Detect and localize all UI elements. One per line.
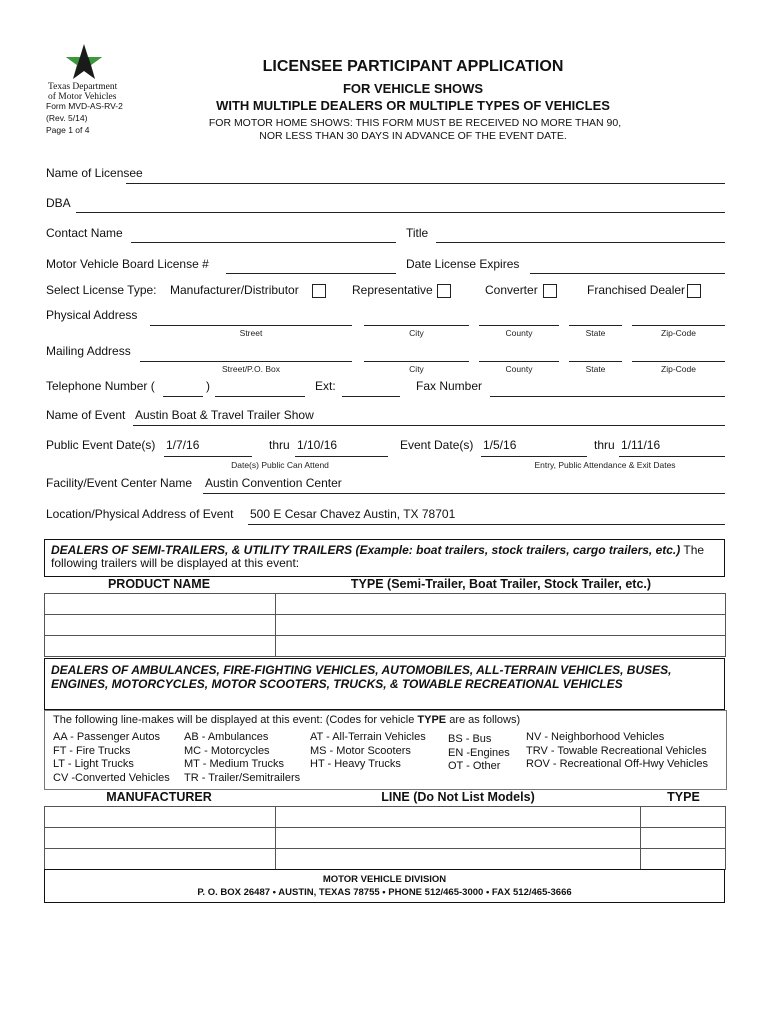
codes-column-5 bbox=[526, 731, 708, 772]
trailer-type-header: TYPE (Semi-Trailer, Boat Trailer, Stock Trailer, etc.) bbox=[350, 577, 652, 591]
mailing-zip-field[interactable] bbox=[632, 361, 725, 362]
trailers-section-heading bbox=[44, 539, 725, 577]
code-item: OT - Other bbox=[448, 760, 501, 772]
line-cell[interactable] bbox=[276, 828, 641, 849]
title-field[interactable] bbox=[436, 242, 725, 243]
facility-value[interactable]: Austin Convention Center bbox=[205, 476, 342, 490]
code-item: LT - Light Trucks bbox=[53, 758, 134, 770]
event-name-label: Name of Event bbox=[46, 408, 126, 422]
trailer-type-cell[interactable] bbox=[276, 615, 726, 636]
location-label: Location/Physical Address of Event bbox=[46, 507, 234, 521]
physical-street-caption: Street bbox=[239, 328, 263, 338]
fax-field[interactable] bbox=[490, 396, 725, 397]
codes-intro bbox=[53, 714, 520, 726]
telephone-label: Telephone Number ( bbox=[46, 379, 155, 393]
contact-name-field[interactable] bbox=[131, 242, 396, 243]
public-event-thru-label: thru bbox=[269, 438, 290, 452]
manufacturer-cell[interactable] bbox=[45, 807, 276, 828]
type-cell[interactable] bbox=[641, 849, 726, 870]
event-from-value[interactable]: 1/5/16 bbox=[483, 438, 517, 452]
facility-field bbox=[203, 493, 725, 494]
physical-county-field[interactable] bbox=[479, 325, 559, 326]
license-expires-field[interactable] bbox=[530, 273, 725, 274]
manufacturer-header: MANUFACTURER bbox=[106, 790, 212, 804]
manufacturer-cell[interactable] bbox=[45, 849, 276, 870]
agency-name-line2: of Motor Vehicles bbox=[48, 92, 117, 102]
license-type-option-franchised: Franchised Dealer bbox=[587, 283, 686, 297]
product-name-header: PRODUCT NAME bbox=[107, 577, 211, 591]
event-to-value[interactable]: 1/11/16 bbox=[621, 438, 661, 452]
licensee-name-label: Name of Licensee bbox=[46, 166, 143, 180]
facility-label: Facility/Event Center Name bbox=[46, 476, 193, 490]
mailing-state-field[interactable] bbox=[569, 361, 622, 362]
footer-contact: P. O. BOX 26487 • AUSTIN, TEXAS 78755 • PHONE 512/465-3000 • FAX 512/465-3666 bbox=[197, 887, 572, 898]
mailing-street-caption: Street/P.O. Box bbox=[222, 364, 280, 374]
table-row bbox=[45, 615, 726, 636]
physical-state-field[interactable] bbox=[569, 325, 622, 326]
codes-column-3 bbox=[310, 731, 426, 772]
footer-box bbox=[44, 869, 725, 903]
public-event-from-field bbox=[164, 456, 252, 457]
code-item: TRV - Towable Recreational Vehicles bbox=[526, 744, 707, 757]
public-event-to-value[interactable]: 1/10/16 bbox=[297, 438, 338, 452]
physical-state-caption: State bbox=[585, 328, 606, 338]
license-type-option-manufacturer: Manufacturer/Distributor bbox=[170, 283, 299, 297]
physical-address-label: Physical Address bbox=[46, 308, 138, 322]
mailing-state-caption: State bbox=[585, 364, 606, 374]
table-row bbox=[45, 849, 726, 870]
dba-field[interactable] bbox=[76, 212, 725, 213]
mailing-county-caption: County bbox=[505, 364, 533, 374]
code-item: ROV - Recreational Off-Hwy Vehicles bbox=[526, 758, 708, 770]
license-type-option-representative: Representative bbox=[352, 283, 433, 297]
event-to-field bbox=[619, 456, 725, 457]
code-item: TR - Trailer/Semitrailers bbox=[184, 771, 301, 784]
trailers-table bbox=[44, 593, 726, 657]
codes-column-4 bbox=[448, 733, 510, 774]
agency-name-line1: Texas Department bbox=[48, 82, 118, 92]
physical-city-field[interactable] bbox=[364, 325, 469, 326]
event-dates-caption: Entry, Public Attendance & Exit Dates bbox=[534, 460, 676, 470]
footer-division: MOTOR VEHICLE DIVISION bbox=[322, 874, 447, 885]
type-cell[interactable] bbox=[641, 807, 726, 828]
code-item: FT - Fire Trucks bbox=[53, 744, 131, 757]
manufacturer-cell[interactable] bbox=[45, 828, 276, 849]
vehicles-heading-text: DEALERS OF AMBULANCES, FIRE-FIGHTING VEHICLES, AUTOMOBILES, ALL-TERRAIN VEHICLES, BUSES, ENGINES, MOTORCYCLES, MOTOR SCOOTERS, TRUCKS, & TOWABLE RECREATIONAL VEHICLES bbox=[51, 663, 672, 691]
product-name-cell[interactable] bbox=[45, 636, 276, 657]
table-row bbox=[45, 594, 726, 615]
form-subtitle-1: FOR VEHICLE SHOWS bbox=[342, 81, 484, 96]
trailers-header-row bbox=[44, 577, 726, 593]
codes-column-1 bbox=[53, 731, 170, 785]
code-item: MC - Motorcycles bbox=[184, 744, 270, 757]
mailing-street-field[interactable] bbox=[140, 361, 352, 362]
line-cell[interactable] bbox=[276, 849, 641, 870]
event-from-field bbox=[481, 456, 587, 457]
form-id: Form MVD-AS-RV-2 bbox=[46, 101, 123, 111]
location-value[interactable]: 500 E Cesar Chavez Austin, TX 78701 bbox=[250, 507, 456, 521]
code-item: MS - Motor Scooters bbox=[310, 744, 411, 757]
vehicle-codes-box bbox=[44, 710, 727, 790]
vehicles-header-row bbox=[44, 790, 726, 806]
mailing-city-caption: City bbox=[409, 364, 424, 374]
ext-label: Ext: bbox=[315, 379, 336, 393]
mailing-zip-caption: Zip-Code bbox=[661, 364, 696, 374]
page-number: Page 1 of 4 bbox=[46, 125, 90, 135]
line-cell[interactable] bbox=[276, 807, 641, 828]
telephone-paren-close: ) bbox=[206, 379, 210, 393]
codes-intro-b: TYPE bbox=[417, 714, 447, 726]
notice-line-2: NOR LESS THAN 30 DAYS IN ADVANCE OF THE EVENT DATE. bbox=[259, 130, 567, 142]
franchised-dealer-checkbox[interactable] bbox=[687, 284, 701, 298]
line-header: LINE (Do Not List Models) bbox=[381, 790, 535, 804]
public-event-dates-label: Public Event Date(s) bbox=[46, 438, 156, 452]
area-code-field[interactable] bbox=[163, 396, 203, 397]
code-item: AT - All-Terrain Vehicles bbox=[310, 731, 426, 743]
vehicles-section-heading bbox=[44, 658, 725, 710]
physical-zip-field[interactable] bbox=[632, 325, 725, 326]
code-item: NV - Neighborhood Vehicles bbox=[526, 731, 665, 743]
mvb-license-field[interactable] bbox=[226, 273, 396, 274]
physical-zip-caption: Zip-Code bbox=[661, 328, 696, 338]
mailing-county-field[interactable] bbox=[479, 361, 559, 362]
table-row bbox=[45, 807, 726, 828]
notice-line-1: FOR MOTOR HOME SHOWS: THIS FORM MUST BE RECEIVED NO MORE THAN 90, bbox=[208, 117, 622, 129]
type-cell[interactable] bbox=[641, 828, 726, 849]
ext-field[interactable] bbox=[342, 396, 400, 397]
public-event-from-value[interactable]: 1/7/16 bbox=[166, 438, 200, 452]
vehicles-table bbox=[44, 806, 726, 870]
physical-street-field[interactable] bbox=[150, 325, 352, 326]
converter-checkbox[interactable] bbox=[543, 284, 557, 298]
event-name-value[interactable]: Austin Boat & Travel Trailer Show bbox=[135, 408, 314, 422]
code-item: MT - Medium Trucks bbox=[184, 758, 285, 770]
contact-name-label: Contact Name bbox=[46, 226, 123, 240]
license-expires-label: Date License Expires bbox=[406, 257, 520, 271]
form-subtitle-2: WITH MULTIPLE DEALERS OR MULTIPLE TYPES OF VEHICLES bbox=[216, 98, 610, 113]
physical-county-caption: County bbox=[505, 328, 533, 338]
trailers-heading-bold: DEALERS OF SEMI-TRAILERS, & UTILITY TRAILERS (Example: boat trailers, stock trailers, cargo trailers, etc.) bbox=[51, 543, 681, 557]
manufacturer-checkbox[interactable] bbox=[312, 284, 326, 298]
form-revision: (Rev. 5/14) bbox=[46, 113, 88, 123]
physical-city-caption: City bbox=[409, 328, 424, 338]
code-item: HT - Heavy Trucks bbox=[310, 758, 401, 770]
code-item: CV -Converted Vehicles bbox=[53, 771, 170, 784]
public-event-to-field bbox=[295, 456, 388, 457]
license-type-option-converter: Converter bbox=[485, 283, 538, 297]
mvb-license-label: Motor Vehicle Board License # bbox=[46, 257, 209, 271]
table-row bbox=[45, 828, 726, 849]
code-item: BS - Bus bbox=[448, 733, 492, 745]
telephone-field[interactable] bbox=[215, 396, 305, 397]
code-item: EN -Engines bbox=[448, 746, 510, 759]
mailing-address-label: Mailing Address bbox=[46, 344, 131, 358]
event-dates-label: Event Date(s) bbox=[400, 438, 474, 452]
code-item: AB - Ambulances bbox=[184, 731, 269, 743]
product-name-cell[interactable] bbox=[45, 594, 276, 615]
form-title: LICENSEE PARTICIPANT APPLICATION bbox=[262, 58, 564, 75]
title-label: Title bbox=[406, 226, 429, 240]
trailer-type-cell[interactable] bbox=[276, 636, 726, 657]
product-name-cell[interactable] bbox=[45, 615, 276, 636]
mailing-city-field[interactable] bbox=[364, 361, 469, 362]
public-event-caption: Date(s) Public Can Attend bbox=[231, 460, 329, 470]
dba-label: DBA bbox=[46, 196, 71, 210]
trailers-heading-plain: The following trailers will be displayed at this event: bbox=[51, 543, 705, 570]
trailer-type-cell[interactable] bbox=[276, 594, 726, 615]
location-field bbox=[248, 524, 725, 525]
codes-column-2 bbox=[184, 731, 300, 785]
event-thru-label: thru bbox=[594, 438, 615, 452]
event-name-field bbox=[133, 425, 725, 426]
representative-checkbox[interactable] bbox=[437, 284, 451, 298]
code-item: AA - Passenger Autos bbox=[53, 731, 161, 743]
codes-intro-a: The following line-makes will be displayed at this event: (Codes for vehicle bbox=[53, 714, 418, 726]
license-type-label: Select License Type: bbox=[46, 283, 157, 297]
codes-intro-c: are as follows) bbox=[446, 714, 521, 726]
type-header: TYPE bbox=[667, 790, 700, 804]
table-row bbox=[45, 636, 726, 657]
licensee-name-field[interactable] bbox=[126, 183, 725, 184]
fax-label: Fax Number bbox=[416, 379, 483, 393]
